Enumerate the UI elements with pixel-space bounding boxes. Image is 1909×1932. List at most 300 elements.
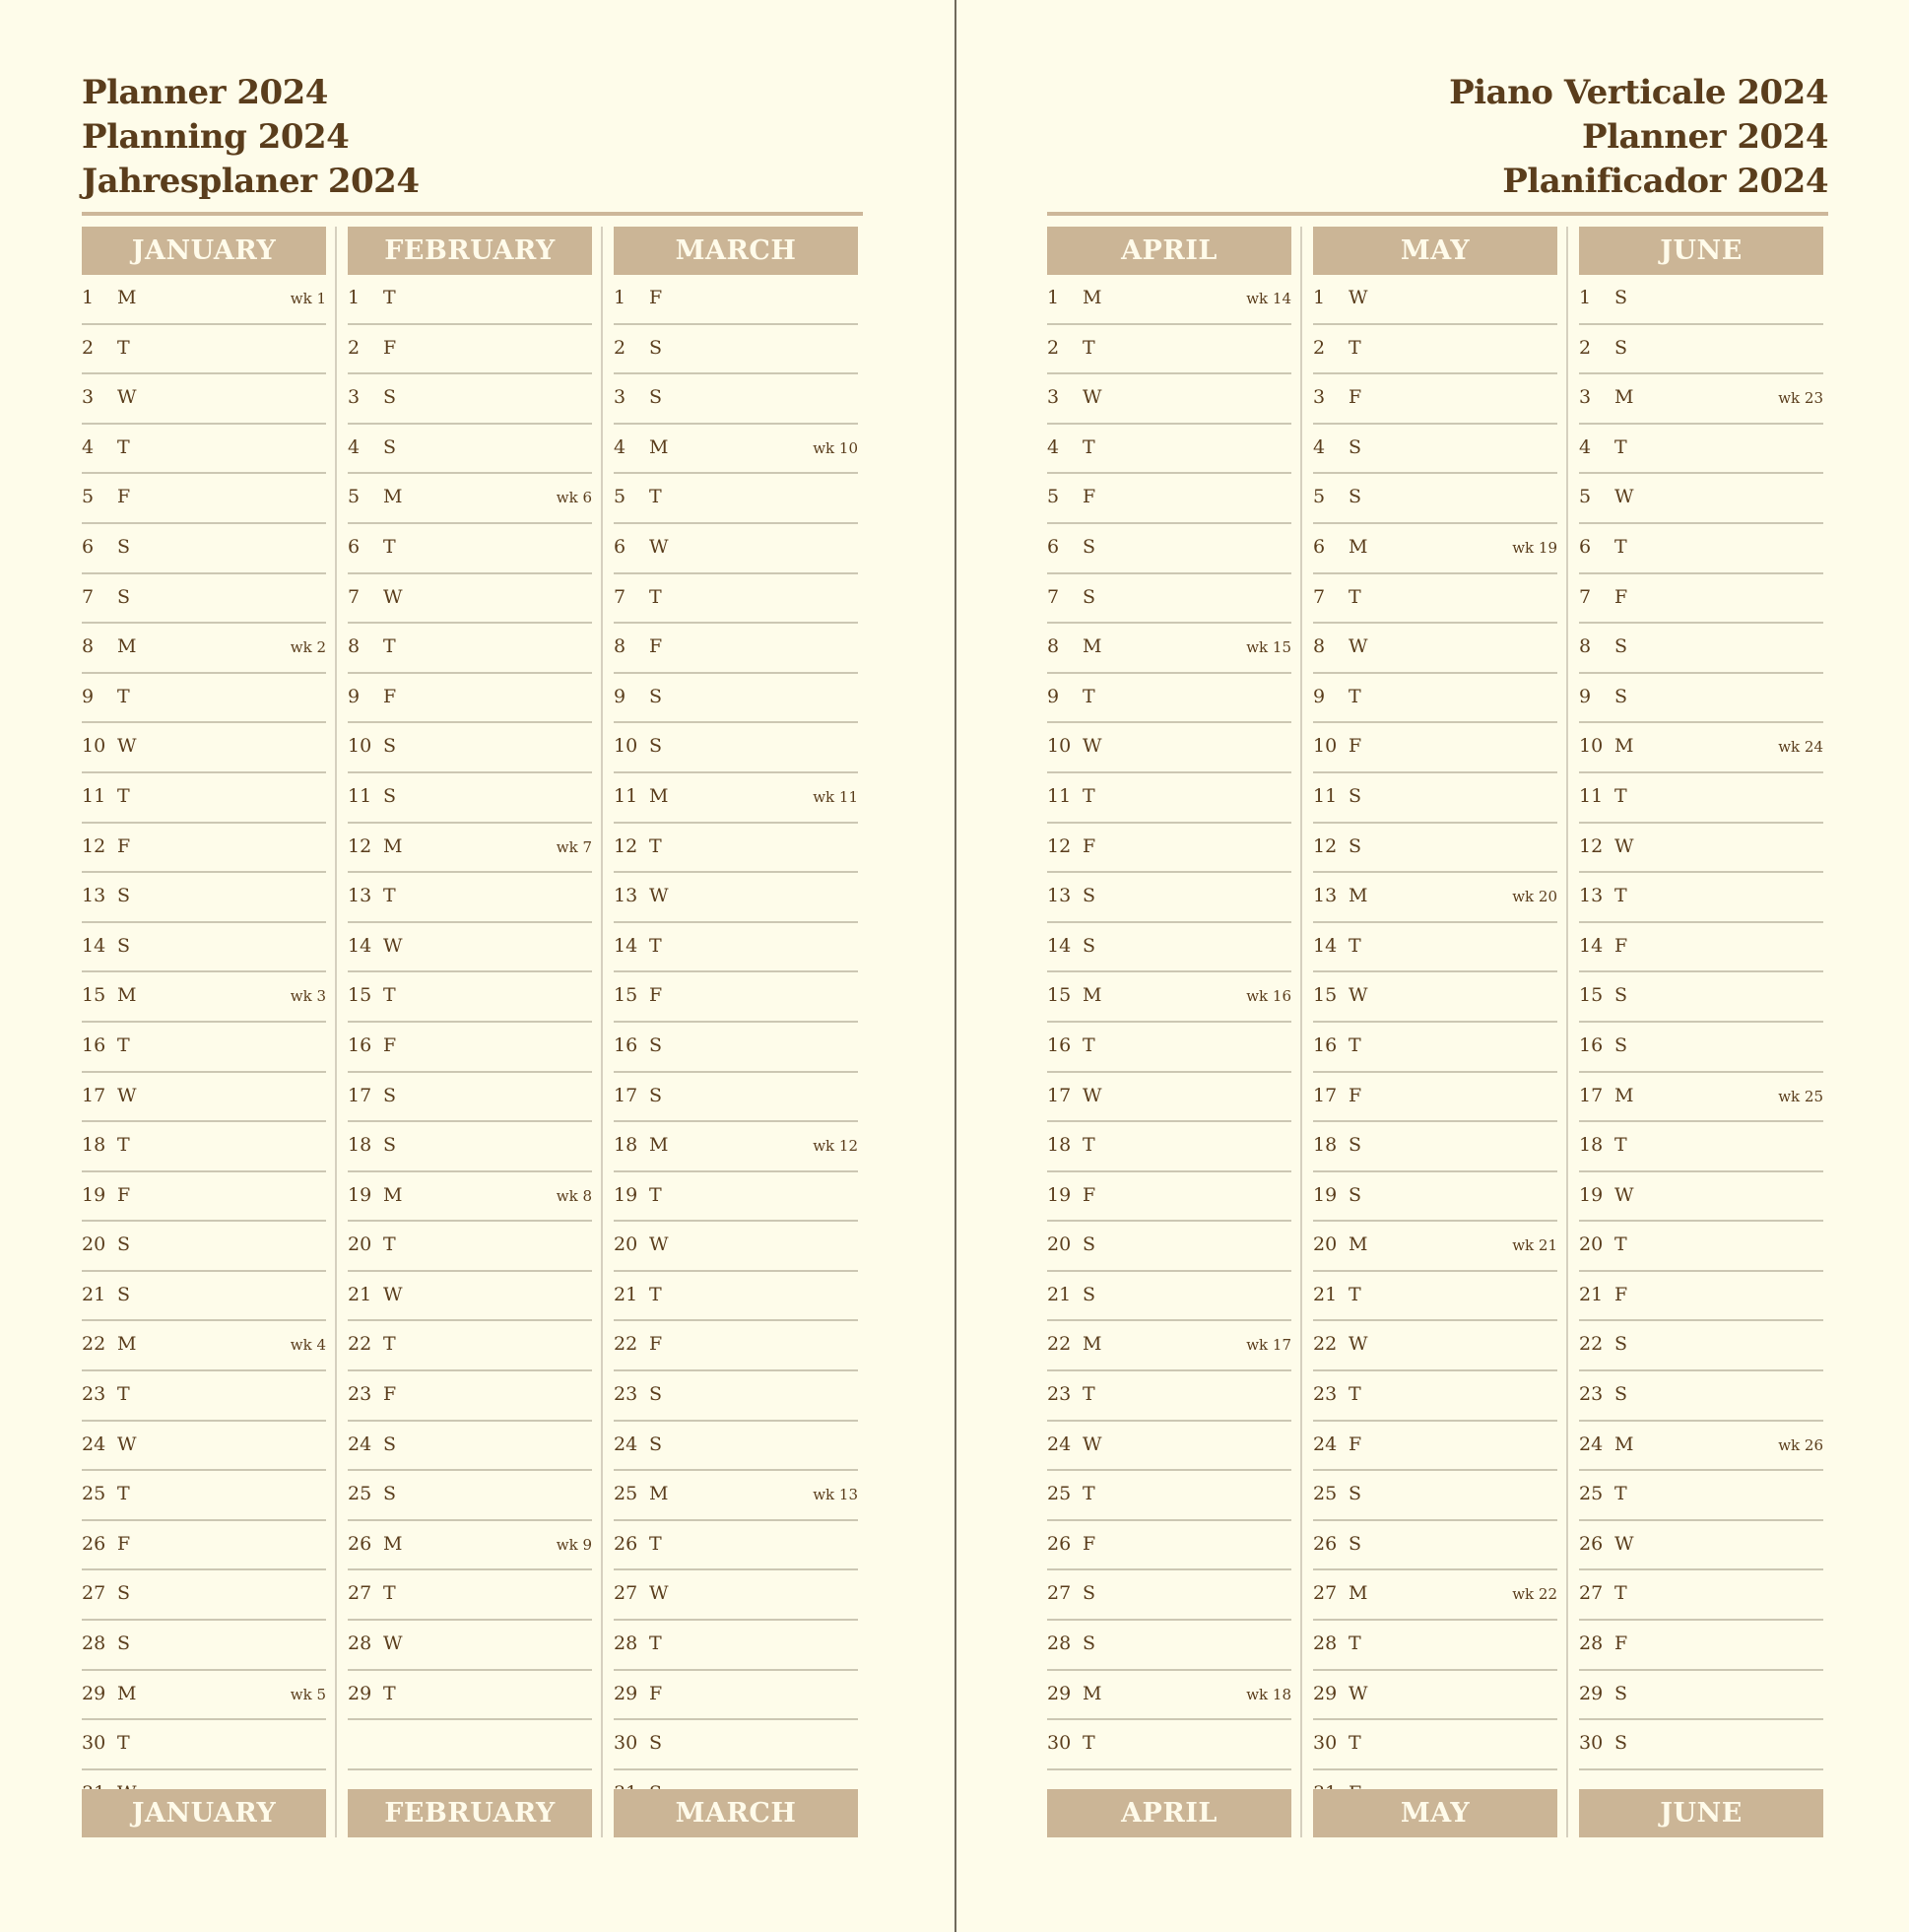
month-footer: APRIL xyxy=(1047,1789,1291,1837)
weekday-letter: W xyxy=(1349,984,1368,1007)
weekday-letter: S xyxy=(1614,1682,1628,1704)
weekday-letter: M xyxy=(383,1532,403,1555)
day-row xyxy=(614,1321,858,1371)
day-row xyxy=(1579,1371,1823,1422)
day-number: 13 xyxy=(614,885,638,907)
day-row xyxy=(82,1471,326,1521)
day-number: 21 xyxy=(348,1283,372,1305)
weekday-letter: T xyxy=(117,1732,130,1755)
weekday-letter: T xyxy=(383,1682,396,1704)
day-row xyxy=(614,1671,858,1721)
weekday-letter: S xyxy=(649,735,663,758)
weekday-letter: T xyxy=(1614,885,1627,907)
weekday-letter: T xyxy=(1083,1033,1095,1056)
day-number: 15 xyxy=(1047,984,1072,1007)
day-row xyxy=(82,1570,326,1621)
day-row xyxy=(1579,574,1823,625)
page-title: Planificador 2024 xyxy=(1502,162,1828,201)
weekday-letter: T xyxy=(1614,1233,1627,1256)
day-number: 1 xyxy=(1047,287,1060,308)
day-row xyxy=(1313,1073,1557,1123)
day-number: 2 xyxy=(1579,336,1592,359)
weekday-letter: W xyxy=(649,535,669,558)
day-row xyxy=(348,1471,592,1521)
day-number: 28 xyxy=(1047,1632,1072,1655)
weekday-letter: S xyxy=(649,1432,663,1455)
weekday-letter: T xyxy=(383,885,396,907)
day-number: 27 xyxy=(614,1582,638,1605)
day-row xyxy=(1579,1122,1823,1172)
day-number: 21 xyxy=(1047,1283,1072,1305)
day-number: 21 xyxy=(82,1283,106,1305)
weekday-letter: M xyxy=(1614,735,1634,758)
day-number: 15 xyxy=(1579,984,1604,1007)
week-number: wk 9 xyxy=(556,1535,592,1554)
day-row xyxy=(1579,275,1823,325)
day-number: 8 xyxy=(1047,635,1060,658)
week-number: wk 6 xyxy=(556,489,592,507)
day-number: 8 xyxy=(614,635,626,658)
weekday-letter: W xyxy=(1349,1333,1368,1356)
day-row xyxy=(1313,1471,1557,1521)
day-number: 4 xyxy=(348,435,361,458)
weekday-letter: M xyxy=(649,1483,669,1505)
weekday-letter: S xyxy=(1349,486,1362,508)
week-number: wk 20 xyxy=(1512,888,1557,906)
week-number: wk 17 xyxy=(1246,1336,1291,1355)
day-row xyxy=(1047,325,1291,375)
weekday-letter: F xyxy=(383,685,397,707)
day-row xyxy=(614,1222,858,1272)
weekday-letter: M xyxy=(1083,1333,1102,1356)
weekday-letter: M xyxy=(1614,1432,1634,1455)
day-number: 11 xyxy=(614,784,638,807)
day-row xyxy=(1047,1471,1291,1521)
day-number: 15 xyxy=(348,984,372,1007)
day-number: 6 xyxy=(1313,535,1326,558)
weekday-letter: S xyxy=(1083,1582,1096,1605)
day-row xyxy=(1313,474,1557,524)
day-row xyxy=(348,723,592,773)
day-row xyxy=(1047,1321,1291,1371)
day-number: 6 xyxy=(1579,535,1592,558)
day-row xyxy=(1579,374,1823,425)
day-number: 25 xyxy=(348,1483,372,1505)
weekday-letter: M xyxy=(383,834,403,857)
weekday-letter: W xyxy=(1349,1682,1368,1704)
weekday-letter: S xyxy=(383,435,397,458)
page-title: Planning 2024 xyxy=(82,117,350,157)
day-number: 11 xyxy=(1579,784,1604,807)
day-number: 20 xyxy=(348,1233,372,1256)
weekday-letter: T xyxy=(1349,1033,1361,1056)
day-row xyxy=(614,425,858,475)
day-row xyxy=(1047,1521,1291,1571)
weekday-letter: F xyxy=(383,1033,397,1056)
day-row xyxy=(1047,524,1291,574)
day-number: 26 xyxy=(348,1532,372,1555)
weekday-letter: S xyxy=(117,1632,131,1655)
day-number: 21 xyxy=(1313,1283,1338,1305)
day-number: 17 xyxy=(348,1084,372,1106)
day-number: 1 xyxy=(348,287,361,308)
weekday-letter: W xyxy=(117,1432,137,1455)
day-row xyxy=(82,873,326,923)
weekday-letter: M xyxy=(1349,885,1368,907)
day-row xyxy=(614,1521,858,1571)
day-row xyxy=(1047,1222,1291,1272)
day-number: 10 xyxy=(82,735,106,758)
day-number: 13 xyxy=(348,885,372,907)
day-number: 9 xyxy=(82,685,95,707)
day-number: 19 xyxy=(1313,1183,1338,1206)
day-row xyxy=(1047,624,1291,674)
weekday-letter: S xyxy=(1349,1532,1362,1555)
day-row xyxy=(1313,1272,1557,1322)
left-page-titles xyxy=(82,71,863,204)
day-number: 5 xyxy=(614,486,626,508)
left-page xyxy=(82,0,863,1932)
weekday-letter: S xyxy=(383,1084,397,1106)
weekday-letter: S xyxy=(1614,685,1628,707)
day-row xyxy=(1313,674,1557,724)
day-row xyxy=(1313,723,1557,773)
day-row xyxy=(1313,624,1557,674)
weekday-letter: T xyxy=(1349,934,1361,957)
weekday-letter: M xyxy=(1083,287,1102,308)
day-number: 22 xyxy=(614,1333,638,1356)
weekday-letter: S xyxy=(383,735,397,758)
day-row xyxy=(1579,1671,1823,1721)
week-number: wk 3 xyxy=(290,987,326,1006)
day-number: 4 xyxy=(1579,435,1592,458)
day-number: 3 xyxy=(348,386,361,409)
weekday-letter: S xyxy=(1349,1183,1362,1206)
day-row xyxy=(1313,374,1557,425)
day-row xyxy=(1579,1471,1823,1521)
weekday-letter: W xyxy=(1083,1432,1102,1455)
weekday-letter: T xyxy=(1349,685,1361,707)
day-row xyxy=(1047,923,1291,973)
day-row xyxy=(82,574,326,625)
weekday-letter: F xyxy=(1614,1632,1628,1655)
day-row xyxy=(82,1272,326,1322)
day-row xyxy=(1579,723,1823,773)
weekday-letter: S xyxy=(649,1084,663,1106)
weekday-letter: M xyxy=(1083,1682,1102,1704)
day-row xyxy=(1579,325,1823,375)
weekday-letter: F xyxy=(1614,585,1628,608)
week-number: wk 12 xyxy=(813,1137,858,1156)
day-number: 13 xyxy=(82,885,106,907)
weekday-letter: F xyxy=(649,1682,663,1704)
day-row xyxy=(348,524,592,574)
day-number: 12 xyxy=(1579,834,1604,857)
month-footer: JUNE xyxy=(1579,1789,1823,1837)
day-row xyxy=(348,972,592,1023)
weekday-letter: F xyxy=(1349,1084,1362,1106)
day-number: 29 xyxy=(348,1682,372,1704)
day-number: 4 xyxy=(1313,435,1326,458)
day-row xyxy=(82,275,326,325)
weekday-letter: W xyxy=(1083,735,1102,758)
day-row xyxy=(1047,723,1291,773)
day-number: 11 xyxy=(1047,784,1072,807)
weekday-letter: F xyxy=(649,1333,663,1356)
day-number: 18 xyxy=(82,1134,106,1157)
weekday-letter: S xyxy=(649,685,663,707)
day-row xyxy=(82,674,326,724)
day-number: 20 xyxy=(614,1233,638,1256)
day-row xyxy=(348,624,592,674)
day-number: 2 xyxy=(1047,336,1060,359)
day-row xyxy=(1579,1321,1823,1371)
weekday-letter: S xyxy=(1349,1134,1362,1157)
day-number: 24 xyxy=(348,1432,372,1455)
day-number: 7 xyxy=(82,585,95,608)
day-row xyxy=(348,1222,592,1272)
day-row xyxy=(1579,1570,1823,1621)
day-number: 24 xyxy=(1579,1432,1604,1455)
day-number: 16 xyxy=(1313,1033,1338,1056)
day-number: 17 xyxy=(1313,1084,1338,1106)
day-number: 17 xyxy=(1047,1084,1072,1106)
weekday-letter: S xyxy=(117,885,131,907)
week-number: wk 22 xyxy=(1512,1585,1557,1604)
day-number: 11 xyxy=(82,784,106,807)
weekday-letter: F xyxy=(1349,1432,1362,1455)
day-row xyxy=(614,923,858,973)
day-row xyxy=(82,1122,326,1172)
day-number: 16 xyxy=(1579,1033,1604,1056)
day-row xyxy=(614,524,858,574)
weekday-letter: S xyxy=(1614,635,1628,658)
week-number: wk 24 xyxy=(1778,738,1823,757)
weekday-letter: W xyxy=(383,585,403,608)
day-number: 7 xyxy=(1579,585,1592,608)
day-row xyxy=(1313,923,1557,973)
right-page-titles xyxy=(1047,71,1828,204)
day-number: 7 xyxy=(1047,585,1060,608)
day-number: 2 xyxy=(1313,336,1326,359)
day-row xyxy=(614,1720,858,1770)
weekday-letter: W xyxy=(117,1084,137,1106)
day-number: 23 xyxy=(1579,1383,1604,1406)
day-number: 15 xyxy=(614,984,638,1007)
day-row xyxy=(348,1371,592,1422)
day-number: 9 xyxy=(1047,685,1060,707)
weekday-letter: W xyxy=(1614,1183,1634,1206)
weekday-letter: M xyxy=(117,287,137,308)
day-number: 19 xyxy=(614,1183,638,1206)
weekday-letter: T xyxy=(383,287,396,308)
week-number: wk 18 xyxy=(1246,1685,1291,1703)
weekday-letter: F xyxy=(117,486,131,508)
day-number: 27 xyxy=(82,1582,106,1605)
weekday-letter: S xyxy=(117,1283,131,1305)
month-header: MARCH xyxy=(614,227,858,275)
day-number: 12 xyxy=(348,834,372,857)
month-header: APRIL xyxy=(1047,227,1291,275)
day-number: 27 xyxy=(1579,1582,1604,1605)
weekday-letter: S xyxy=(1614,984,1628,1007)
day-row xyxy=(1579,1222,1823,1272)
month-footer: FEBRUARY xyxy=(348,1789,592,1837)
day-row xyxy=(1313,425,1557,475)
weekday-letter: S xyxy=(1614,287,1628,308)
day-row xyxy=(1313,1371,1557,1422)
day-number: 23 xyxy=(82,1383,106,1406)
day-row xyxy=(614,1621,858,1671)
book-spine xyxy=(954,0,956,1932)
day-row xyxy=(1047,1621,1291,1671)
column-divider xyxy=(1300,227,1302,1837)
day-number: 30 xyxy=(82,1732,106,1755)
day-row xyxy=(614,275,858,325)
weekday-letter: F xyxy=(117,834,131,857)
day-row xyxy=(348,1321,592,1371)
day-row xyxy=(614,624,858,674)
weekday-letter: F xyxy=(117,1532,131,1555)
weekday-letter: T xyxy=(1083,435,1095,458)
day-number: 10 xyxy=(348,735,372,758)
day-number: 12 xyxy=(614,834,638,857)
day-row xyxy=(614,773,858,824)
day-number: 10 xyxy=(1579,735,1604,758)
weekday-letter: T xyxy=(117,784,130,807)
day-number: 21 xyxy=(614,1283,638,1305)
day-row xyxy=(82,1621,326,1671)
weekday-letter: S xyxy=(117,1233,131,1256)
day-number: 26 xyxy=(1579,1532,1604,1555)
column-divider xyxy=(335,227,337,1837)
weekday-letter: W xyxy=(1349,287,1368,308)
day-list xyxy=(614,275,858,1820)
weekday-letter: S xyxy=(1083,535,1096,558)
weekday-letter: T xyxy=(383,1233,396,1256)
day-number: 22 xyxy=(1579,1333,1604,1356)
day-row xyxy=(1047,1122,1291,1172)
day-number: 3 xyxy=(1579,386,1592,409)
day-number: 8 xyxy=(348,635,361,658)
weekday-letter: T xyxy=(649,585,662,608)
day-list xyxy=(1047,275,1291,1820)
day-number: 28 xyxy=(82,1632,106,1655)
weekday-letter: M xyxy=(649,784,669,807)
day-number: 18 xyxy=(614,1134,638,1157)
month-column xyxy=(1579,227,1823,1829)
weekday-letter: S xyxy=(1614,1732,1628,1755)
week-number: wk 5 xyxy=(290,1685,326,1703)
day-number: 7 xyxy=(348,585,361,608)
day-row xyxy=(1313,275,1557,325)
week-number: wk 4 xyxy=(290,1336,326,1355)
day-row xyxy=(1047,1422,1291,1472)
weekday-letter: T xyxy=(1614,1483,1627,1505)
day-row xyxy=(348,1023,592,1073)
weekday-letter: T xyxy=(383,635,396,658)
day-number: 28 xyxy=(614,1632,638,1655)
day-row xyxy=(1579,674,1823,724)
weekday-letter: S xyxy=(1083,934,1096,957)
weekday-letter: T xyxy=(117,1483,130,1505)
weekday-letter: S xyxy=(383,386,397,409)
day-number: 6 xyxy=(348,535,361,558)
day-row xyxy=(348,1671,592,1721)
day-row xyxy=(1313,1222,1557,1272)
weekday-letter: W xyxy=(649,1582,669,1605)
day-row xyxy=(1579,824,1823,874)
day-row xyxy=(348,824,592,874)
day-number: 29 xyxy=(1047,1682,1072,1704)
month-column xyxy=(614,227,858,1829)
day-row xyxy=(82,723,326,773)
weekday-letter: T xyxy=(1614,784,1627,807)
day-row xyxy=(348,1172,592,1223)
day-row xyxy=(614,972,858,1023)
day-number: 6 xyxy=(614,535,626,558)
weekday-letter: T xyxy=(1083,336,1095,359)
day-number: 18 xyxy=(1579,1134,1604,1157)
day-row xyxy=(1047,873,1291,923)
day-list xyxy=(1313,275,1557,1820)
day-number: 9 xyxy=(1313,685,1326,707)
day-row xyxy=(348,773,592,824)
weekday-letter: T xyxy=(117,1134,130,1157)
day-number: 19 xyxy=(1047,1183,1072,1206)
day-number: 24 xyxy=(1313,1432,1338,1455)
day-number: 12 xyxy=(1313,834,1338,857)
day-number: 18 xyxy=(348,1134,372,1157)
weekday-letter: F xyxy=(649,635,663,658)
week-number: wk 14 xyxy=(1246,290,1291,307)
day-row xyxy=(348,1073,592,1123)
day-number: 4 xyxy=(1047,435,1060,458)
day-number: 4 xyxy=(614,435,626,458)
day-row xyxy=(348,1272,592,1322)
day-number: 27 xyxy=(1313,1582,1338,1605)
weekday-letter: M xyxy=(649,1134,669,1157)
day-row xyxy=(348,474,592,524)
day-number: 9 xyxy=(1579,685,1592,707)
day-number: 15 xyxy=(1313,984,1338,1007)
day-list xyxy=(1579,275,1823,1820)
week-number: wk 8 xyxy=(556,1186,592,1205)
day-row xyxy=(1579,1073,1823,1123)
day-row xyxy=(1313,1422,1557,1472)
day-row xyxy=(614,824,858,874)
day-number: 13 xyxy=(1579,885,1604,907)
weekday-letter: T xyxy=(649,1632,662,1655)
weekday-letter: T xyxy=(649,1283,662,1305)
day-number: 17 xyxy=(1579,1084,1604,1106)
weekday-letter: M xyxy=(1349,1233,1368,1256)
day-number: 23 xyxy=(348,1383,372,1406)
day-row xyxy=(1579,1720,1823,1770)
day-number: 17 xyxy=(82,1084,106,1106)
day-number: 24 xyxy=(1047,1432,1072,1455)
day-row xyxy=(1047,1720,1291,1770)
weekday-letter: F xyxy=(1083,1183,1096,1206)
day-number: 13 xyxy=(1313,885,1338,907)
day-number: 14 xyxy=(82,934,106,957)
week-number: wk 10 xyxy=(813,438,858,457)
weekday-letter: T xyxy=(117,685,130,707)
title-rule xyxy=(1047,212,1828,216)
week-number: wk 7 xyxy=(556,837,592,856)
weekday-letter: S xyxy=(383,784,397,807)
weekday-letter: W xyxy=(649,1233,669,1256)
